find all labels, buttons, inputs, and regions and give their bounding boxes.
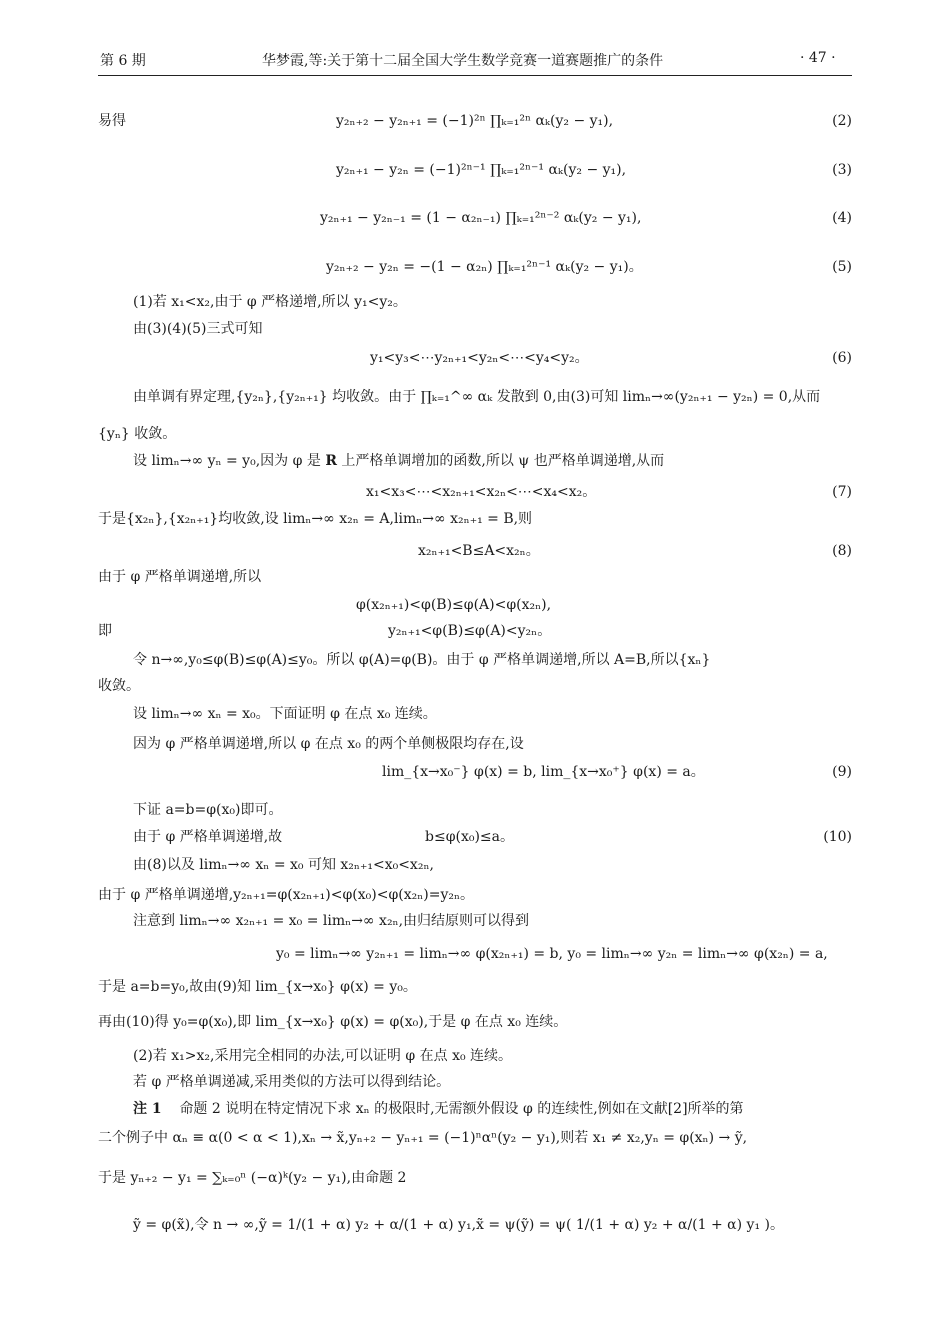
para-x-converge: 于是{x₂ₙ},{x₂ₙ₊₁}均收敛,设 limₙ→∞ x₂ₙ = A,limₙ→∞ x₂ₙ₊₁ = B,则 (98, 511, 533, 527)
note-line-3: 于是 yₙ₊₂ − y₁ = ∑ₖ₌₀ⁿ (−α)ᵏ(y₂ − y₁),由命题 2 (98, 1170, 407, 1186)
equation-8b: φ(x₂ₙ₊₁)<φ(B)≤φ(A)<φ(x₂ₙ), (356, 597, 552, 613)
reals-symbol: R (325, 453, 337, 469)
para-let-n-infinity: 令 n→∞,y₀≤φ(B)≤φ(A)≤y₀。所以 φ(A)=φ(B)。由于 φ 严格单调递增,所以 A=B,所以{xₙ} (133, 652, 711, 668)
note-line-4: ỹ = φ(x̃),令 n → ∞,ỹ = 1/(1 + α) y₂ + α/(1 + α) y₁,x̃ = ψ(ỹ) = ψ( 1/(1 + α) y₂ + α/(1 + α) y₁ )。 (133, 1217, 784, 1233)
equation-2: y₂ₙ₊₂ − y₂ₙ₊₁ = (−1)²ⁿ ∏ₖ₌₁²ⁿ αₖ(y₂ − y₁), (336, 113, 614, 129)
text-ie: 即 (98, 623, 112, 639)
para-y-inequality: 由于 φ 严格单调递增,y₂ₙ₊₁=φ(x₂ₙ₊₁)<φ(x₀)<φ(x₂ₙ)=y₂ₙ。 (98, 887, 475, 903)
equation-number-3: (3) (832, 162, 852, 178)
para-from-8: 由(8)以及 limₙ→∞ xₙ = x₀ 可知 x₂ₙ₊₁<x₀<x₂ₙ, (133, 857, 434, 873)
equation-8: x₂ₙ₊₁<B≤A<x₂ₙ。 (418, 543, 540, 559)
header-rule (98, 75, 852, 76)
text-part: 命题 2 说明在特定情况下求 xₙ 的极限时,无需额外假设 φ 的连续性,例如在文献[2]所举的第 (179, 1101, 744, 1117)
para-one-sided-limits: 因为 φ 严格单调递增,所以 φ 在点 x₀ 的两个单侧极限均存在,设 (133, 736, 524, 752)
note-line-2: 二个例子中 αₙ ≡ α(0 < α < 1),xₙ → x̃,yₙ₊₂ − yₙ₊₁ = (−1)ⁿαⁿ(y₂ − y₁),则若 x₁ ≠ x₂,yₙ = φ(xₙ) → ỹ, (98, 1130, 748, 1146)
equation-number-4: (4) (832, 210, 852, 226)
para-since-increasing: 由于 φ 严格单调递增,故 (133, 829, 283, 845)
journal-issue: 第 6 期 (100, 53, 146, 69)
para-let-limit-x: 设 limₙ→∞ xₙ = x₀。下面证明 φ 在点 x₀ 连续。 (133, 706, 437, 722)
equation-4: y₂ₙ₊₁ − y₂ₙ₋₁ = (1 − α₂ₙ₋₁) ∏ₖ₌₁²ⁿ⁻² αₖ(y₂ − y₁), (320, 210, 642, 226)
equation-number-2: (2) (832, 113, 852, 129)
para-case2: (2)若 x₁>x₂,采用完全相同的办法,可以证明 φ 在点 x₀ 连续。 (133, 1048, 513, 1064)
note-label: 注 1 (133, 1101, 162, 1117)
running-title: 华梦霞,等:关于第十二届全国大学生数学竞赛一道赛题推广的条件 (262, 53, 664, 69)
equation-8c: y₂ₙ₊₁<φ(B)≤φ(A)<y₂ₙ。 (388, 623, 552, 639)
para-case1: (1)若 x₁<x₂,由于 φ 严格递增,所以 y₁<y₂。 (133, 294, 407, 310)
note-line-1 (133, 1100, 744, 1118)
para-show-equal: 下证 a=b=φ(x₀)即可。 (133, 802, 283, 818)
equation-9: lim_{x→x₀⁻} φ(x) = b, lim_{x→x₀⁺} φ(x) = a。 (382, 764, 705, 780)
para-monotone-bounded: 由单调有界定理,{y₂ₙ},{y₂ₙ₊₁} 均收敛。由于 ∏ₖ₌₁^∞ αₖ 发散到 0,由(3)可知 limₙ→∞(y₂ₙ₊₁ − y₂ₙ) = 0,从而 (133, 389, 821, 405)
page-number: · 47 · (800, 50, 836, 66)
para-yn-converges: {yₙ} 收敛。 (98, 426, 177, 442)
equation-7: x₁<x₃<⋯<x₂ₙ₊₁<x₂ₙ<⋯<x₄<x₂。 (366, 484, 597, 500)
text-converge: 收敛。 (98, 678, 140, 694)
equation-number-10: (10) (823, 829, 852, 845)
para-since-phi: 由于 φ 严格单调递增,所以 (98, 569, 262, 585)
para-let-limit-y (133, 452, 664, 470)
text-easy: 易得 (98, 113, 126, 129)
equation-number-6: (6) (832, 350, 852, 366)
para-from-3-4-5: 由(3)(4)(5)三式可知 (133, 321, 263, 337)
equation-limits: y₀ = limₙ→∞ y₂ₙ₊₁ = limₙ→∞ φ(x₂ₙ₊₁) = b, y₀ = limₙ→∞ y₂ₙ = limₙ→∞ φ(x₂ₙ) = a, (276, 946, 828, 962)
para-a-equals-b: 于是 a=b=y₀,故由(9)知 lim_{x→x₀} φ(x) = y₀。 (98, 979, 417, 995)
equation-number-7: (7) (832, 484, 852, 500)
para-continuity: 再由(10)得 y₀=φ(x₀),即 lim_{x→x₀} φ(x) = φ(x₀),于是 φ 在点 x₀ 连续。 (98, 1014, 568, 1030)
equation-10: b≤φ(x₀)≤a。 (425, 829, 515, 845)
text-part: 设 limₙ→∞ yₙ = y₀,因为 φ 是 (133, 453, 326, 469)
equation-3: y₂ₙ₊₁ − y₂ₙ = (−1)²ⁿ⁻¹ ∏ₖ₌₁²ⁿ⁻¹ αₖ(y₂ − y₁), (336, 162, 627, 178)
equation-5: y₂ₙ₊₂ − y₂ₙ = −(1 − α₂ₙ) ∏ₖ₌₁²ⁿ⁻¹ αₖ(y₂ − y₁)。 (326, 259, 643, 275)
equation-6: y₁<y₃<⋯y₂ₙ₊₁<y₂ₙ<⋯<y₄<y₂。 (370, 350, 589, 366)
text-part: 上严格单调增加的函数,所以 ψ 也严格单调递增,从而 (336, 453, 665, 469)
para-heine-principle: 注意到 limₙ→∞ x₂ₙ₊₁ = x₀ = limₙ→∞ x₂ₙ,由归结原则可以得到 (133, 913, 530, 929)
equation-number-5: (5) (832, 259, 852, 275)
equation-number-9: (9) (832, 764, 852, 780)
equation-number-8: (8) (832, 543, 852, 559)
para-decreasing: 若 φ 严格单调递减,采用类似的方法可以得到结论。 (133, 1074, 451, 1090)
